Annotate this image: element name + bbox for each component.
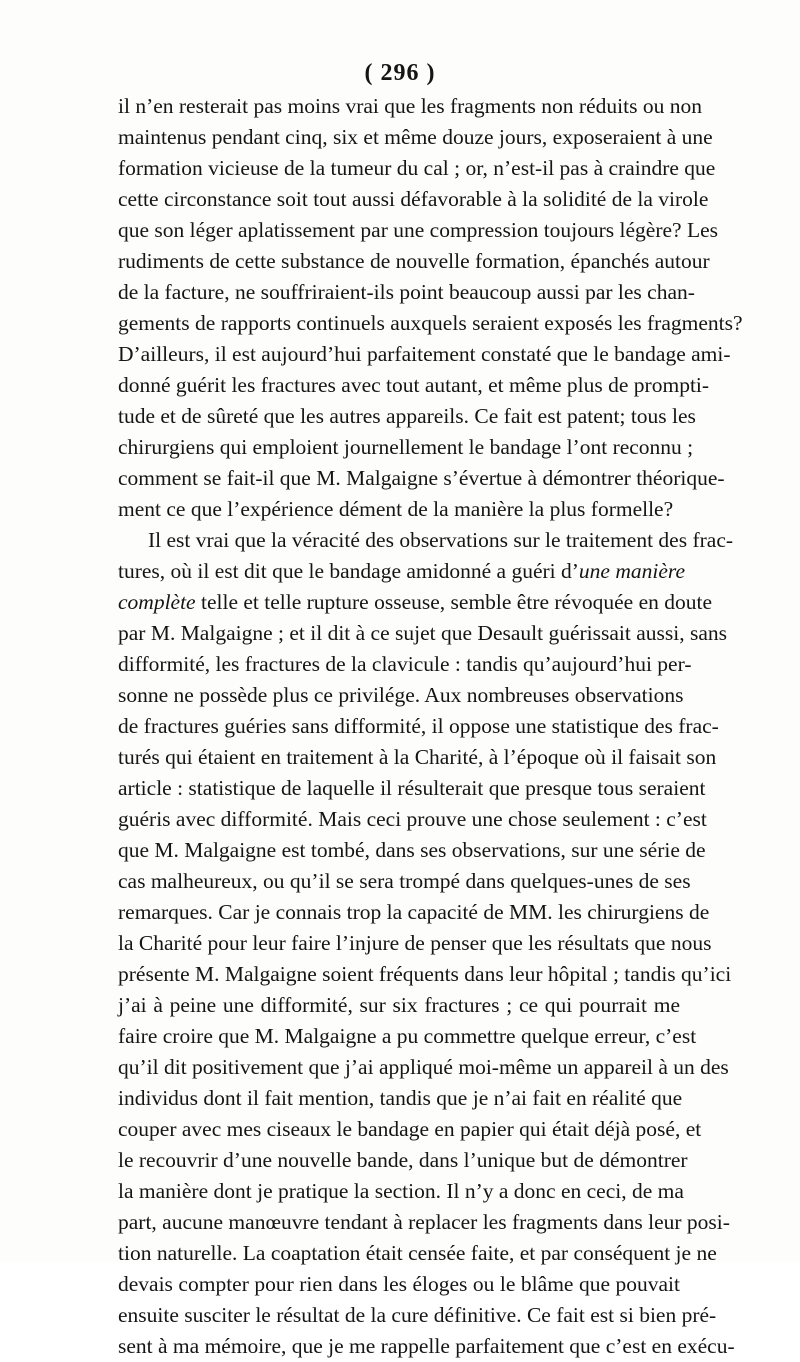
text-line: cas malheureux, ou qu’il se sera trompé dans quelques-unes de ses <box>118 869 691 893</box>
text-line: couper avec mes ciseaux le bandage en papier qui était déjà posé, et <box>118 1117 702 1141</box>
text-line: de fractures guéries sans difformité, il oppose une statistique des frac- <box>118 714 719 738</box>
text-line: remarques. Car je connais trop la capacité de MM. les chirurgiens de <box>118 900 710 924</box>
text-line: tion naturelle. La coaptation était censée faite, et par conséquent je ne <box>118 1241 717 1265</box>
text-line: sonne ne possède plus ce privilége. Aux nombreuses observations <box>118 683 684 707</box>
body-text <box>118 91 743 1362</box>
text-line: formation vicieuse de la tumeur du cal ; or, n’est-il pas à craindre que <box>118 156 716 180</box>
text-line: rudiments de cette substance de nouvelle formation, épanchés autour <box>118 249 710 273</box>
text-line: guéris avec difformité. Mais ceci prouve une chose seulement : c’est <box>118 807 707 831</box>
text-line: sent à ma mémoire, que je me rappelle parfaitement que c’est en exécu- <box>118 1334 735 1358</box>
text-line: que M. Malgaigne est tombé, dans ses observations, sur une série de <box>118 838 706 862</box>
text-line: maintenus pendant cinq, six et même douze jours, exposeraient à une <box>118 125 713 149</box>
text-line: la Charité pour leur faire l’injure de penser que les résultats que nous <box>118 931 712 955</box>
text-line: par M. Malgaigne ; et il dit à ce sujet que Desault guérissait aussi, sans <box>118 621 728 645</box>
text-line: devais compter pour rien dans les éloges ou le blâme que pouvait <box>118 1272 680 1296</box>
text-line: faire croire que M. Malgaigne a pu commettre quelque erreur, c’est <box>118 1024 697 1048</box>
text-line: le recouvrir d’une nouvelle bande, dans l’unique but de démontrer <box>118 1148 688 1172</box>
text-line: tude et de sûreté que les autres appareils. Ce fait est patent; tous les <box>118 404 696 428</box>
text-line: turés qui étaient en traitement à la Charité, à l’époque où il faisait son <box>118 745 717 769</box>
text-line: part, aucune manœuvre tendant à replacer les fragments dans leur posi- <box>118 1210 730 1234</box>
text-line: ment ce que l’expérience dément de la manière la plus formelle? <box>118 497 674 521</box>
paragraph-1 <box>118 91 743 525</box>
text-line: complète telle et telle rupture osseuse, semble être révoquée en doute <box>118 590 712 614</box>
text-line: j’ai à peine une difformité, sur six fractures ; ce qui pourrait me <box>118 993 680 1017</box>
text-line: article : statistique de laquelle il résulterait que presque tous seraient <box>118 776 706 800</box>
text-line: la manière dont je pratique la section. Il n’y a donc en ceci, de ma <box>118 1179 684 1203</box>
text-line: comment se fait-il que M. Malgaigne s’évertue à démontrer théorique- <box>118 466 725 490</box>
text-line: présente M. Malgaigne soient fréquents dans leur hôpital ; tandis qu’ici <box>118 962 732 986</box>
text-line: gements de rapports continuels auxquels seraient exposés les fragments? <box>118 311 743 335</box>
text-line: il n’en resterait pas moins vrai que les fragments non réduits ou non <box>118 94 702 118</box>
text-line: de la facture, ne souffriraient-ils point beaucoup aussi par les chan- <box>118 280 695 304</box>
page-number: ( 296 ) <box>364 60 436 86</box>
text-line: chirurgiens qui emploient journellement le bandage l’ont reconnu ; <box>118 435 694 459</box>
text-line: cette circonstance soit tout aussi défavorable à la solidité de la virole <box>118 187 709 211</box>
text-line: que son léger aplatissement par une compression toujours légère? Les <box>118 218 719 242</box>
text-line: difformité, les fractures de la clavicule : tandis qu’aujourd’hui per- <box>118 652 692 676</box>
paragraph-2 <box>118 525 735 1362</box>
text-line: tures, où il est dit que le bandage amidonné a guéri d’une manière <box>118 559 685 583</box>
text-line: D’ailleurs, il est aujourd’hui parfaitement constaté que le bandage ami- <box>118 342 731 366</box>
text-line: Il est vrai que la véracité des observations sur le traitement des frac- <box>148 528 734 552</box>
text-line: individus dont il fait mention, tandis que je n’ai fait en réalité que <box>118 1086 683 1110</box>
text-line: qu’il dit positivement que j’ai appliqué moi-même un appareil à un des <box>118 1055 729 1079</box>
text-line: donné guérit les fractures avec tout autant, et même plus de prompti- <box>118 373 710 397</box>
text-line: ensuite susciter le résultat de la cure définitive. Ce fait est si bien pré- <box>118 1303 717 1327</box>
